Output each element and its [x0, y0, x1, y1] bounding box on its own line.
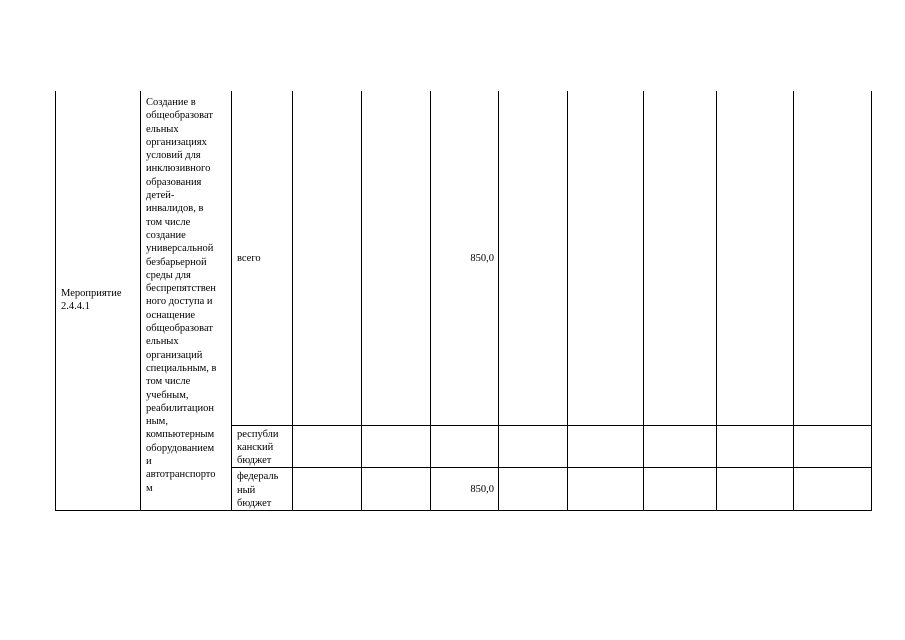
empty-cell — [499, 425, 568, 468]
table-row-total — [56, 91, 872, 425]
amount-cell — [431, 425, 499, 468]
empty-cell — [499, 468, 568, 511]
funding-source-federal: федераль ный бюджет — [237, 471, 279, 509]
empty-cell — [717, 425, 794, 468]
empty-cell — [362, 425, 431, 468]
event-label: Мероприятие 2.4.4.1 — [61, 288, 122, 313]
amount-total: 850,0 — [470, 253, 494, 264]
amount-cell — [431, 91, 499, 425]
empty-cell — [499, 91, 568, 425]
empty-cell — [644, 91, 717, 425]
empty-cell — [644, 425, 717, 468]
empty-cell — [568, 425, 644, 468]
funding-source-cell — [232, 91, 293, 425]
empty-cell — [717, 468, 794, 511]
amount-cell — [431, 468, 499, 511]
empty-cell — [293, 91, 362, 425]
empty-cell — [293, 425, 362, 468]
event-description: Создание в общеобразоват ельных организациях условий для инклюзивного образования детей- инвалидов, в том числе создание универсальной безбарьерной среды для беспрепятствен ного доступа и оснащение общеобразоват ельных организаций специальным, в том числе учебным, реабилитацион ным, компьютерным оборудованием и автотранспорто м — [146, 97, 217, 494]
funding-source-cell — [232, 425, 293, 468]
empty-cell — [568, 91, 644, 425]
empty-cell — [362, 91, 431, 425]
event-label-cell — [56, 91, 141, 511]
amount-federal: 850,0 — [470, 484, 494, 496]
description-cell — [141, 91, 232, 511]
funding-source-cell — [232, 468, 293, 511]
empty-cell — [794, 468, 872, 511]
empty-cell — [794, 425, 872, 468]
program-activities-table — [55, 91, 872, 511]
empty-cell — [568, 468, 644, 511]
funding-source-regional: республи канский бюджет — [237, 428, 279, 467]
empty-cell — [293, 468, 362, 511]
empty-cell — [362, 468, 431, 511]
empty-cell — [644, 468, 717, 511]
empty-cell — [794, 91, 872, 425]
empty-cell — [717, 91, 794, 425]
funding-source-total: всего — [237, 253, 261, 264]
